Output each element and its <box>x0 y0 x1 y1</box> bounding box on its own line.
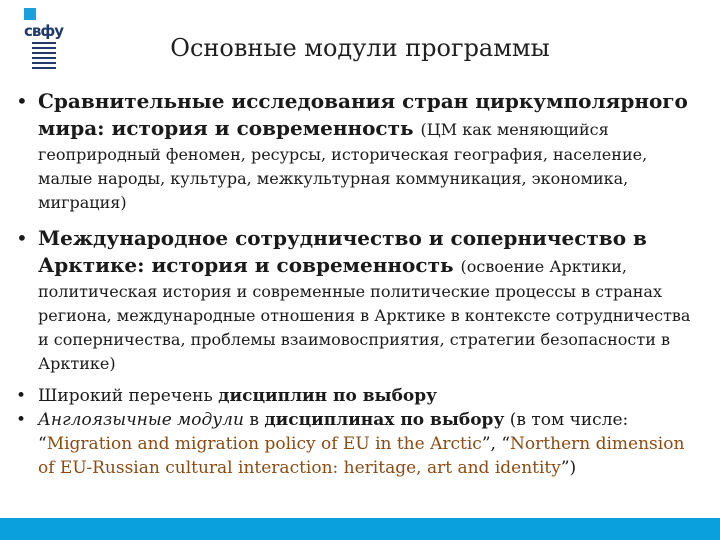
bullet-icon: • <box>16 226 28 250</box>
logo-text: cвфу <box>24 22 64 40</box>
bullet-icon: • <box>16 410 27 430</box>
english-module-title: Migration and migration policy of EU in the Arctic <box>46 434 482 454</box>
module-description-start: (ЦМ как меняющийся <box>420 120 609 139</box>
footer-bar <box>0 518 720 540</box>
electives-bold: дисциплинах по выбору <box>264 410 505 430</box>
module-description: геоприродный феномен, ресурсы, историческая география, население, малые народы, культура, межкультурная коммуникация, экономика, миграция) <box>38 145 648 212</box>
module-description-start: (освоение Арктики, <box>460 257 627 276</box>
module-heading: Международное сотрудничество и соперничество в Арктике: история и современность <box>38 226 647 277</box>
bullet-icon: • <box>16 386 27 406</box>
list-item <box>16 88 706 215</box>
english-module-title: Northern dimension of EU-Russian cultural interaction: heritage, art and identity <box>38 434 685 478</box>
list-item <box>16 225 706 376</box>
electives-bold: дисциплин по выбору <box>218 386 438 406</box>
module-description: политическая история и современные политические процессы в странах региона, международные отношения в Арктике в контексте сотрудничества и соперничества, проблемы взаимовосприятия, стратегии безопасности в Арктике) <box>38 282 691 373</box>
bullet-icon: • <box>16 89 28 113</box>
english-modules-label: Англоязычные модули <box>38 410 244 430</box>
list-item: • Англоязычные модули в дисциплинах по выбору (в том числе: “Migration and migration policy of EU in the Arctic”, “Northern dimension of EU-Russian cultural interaction: heritage, art and identity”) <box>16 410 685 478</box>
module-heading: Сравнительные исследования стран циркумполярного мира: история и современность <box>38 89 688 140</box>
list-item <box>16 384 706 408</box>
page-title: Основные модули программы <box>170 34 550 62</box>
module-list <box>16 88 706 480</box>
electives-text: Широкий перечень <box>38 386 219 406</box>
